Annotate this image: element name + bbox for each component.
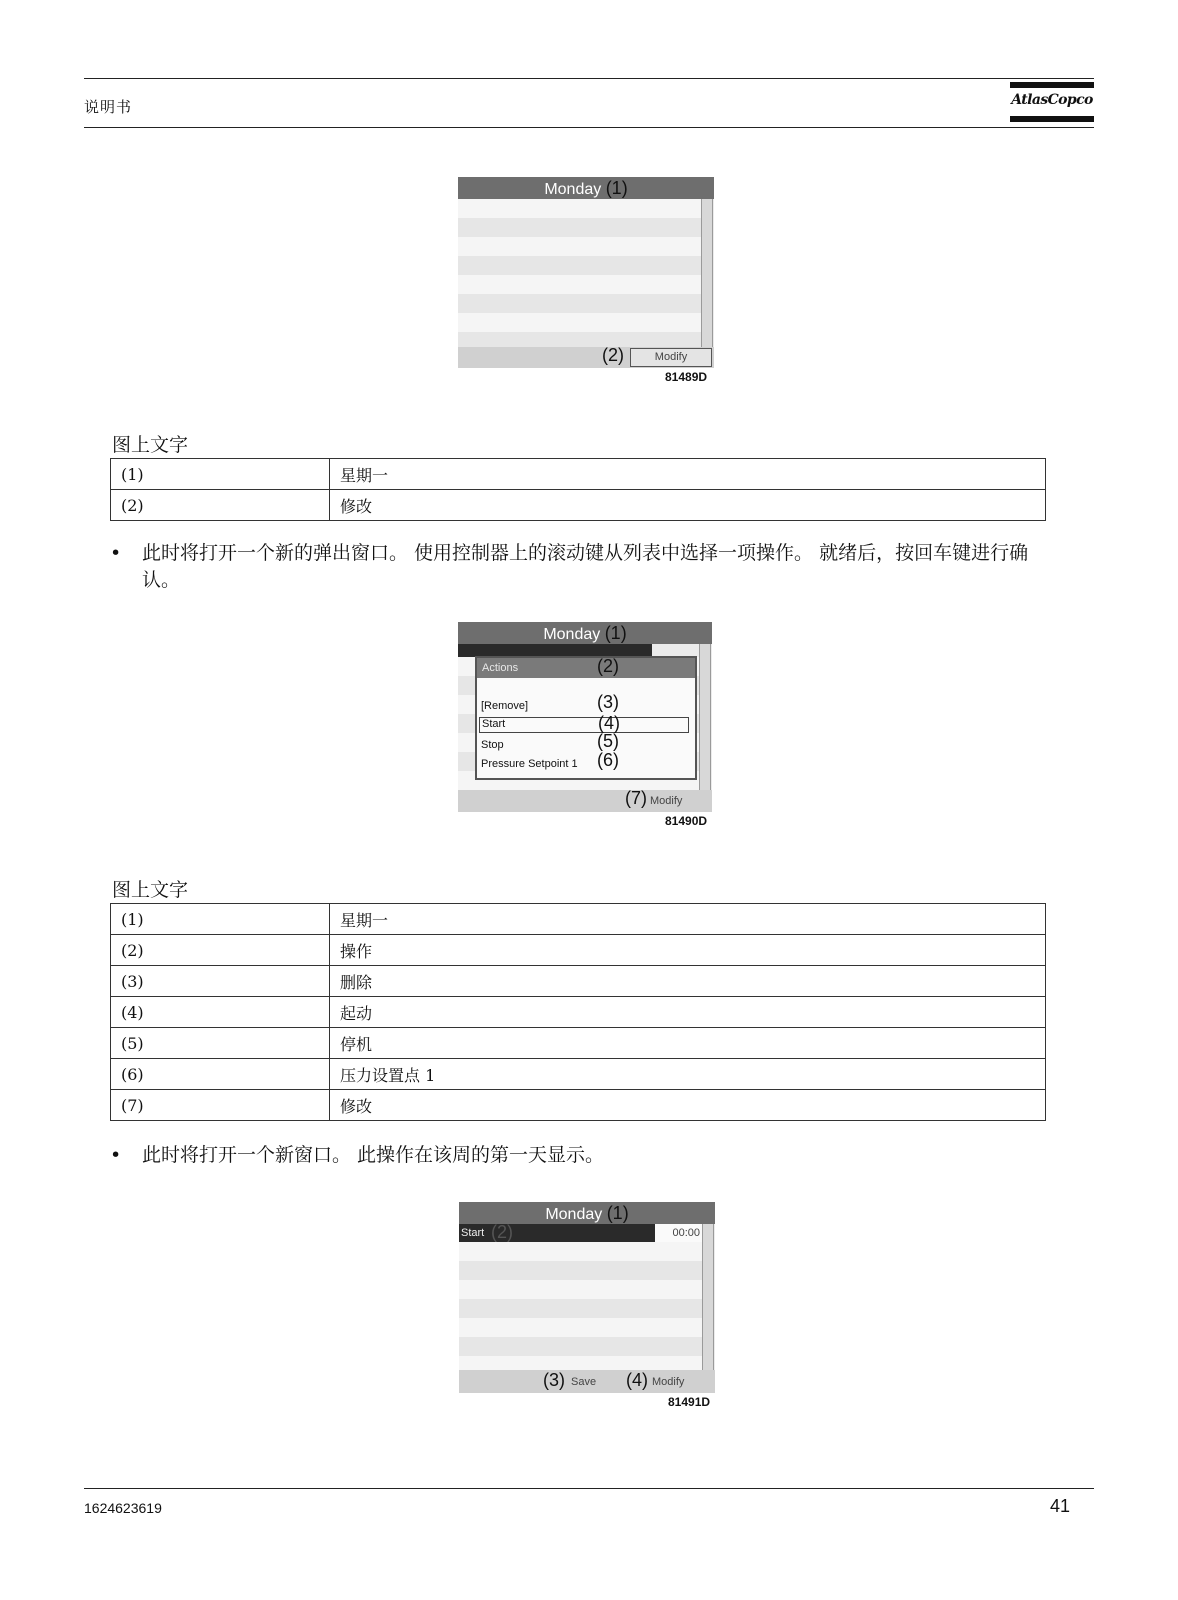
scrollbar[interactable] — [699, 644, 711, 790]
list-item[interactable]: Pressure Setpoint 1 (6) — [481, 750, 619, 770]
save-button[interactable]: Save — [571, 1376, 597, 1388]
screen-footer — [458, 790, 712, 812]
list-item-selected[interactable]: Start (4) — [479, 717, 689, 733]
callout-3: (3) — [543, 1370, 565, 1390]
screen-footer — [459, 1370, 715, 1393]
callout-6: (6) — [597, 750, 619, 770]
table-row: (2) 操作 — [111, 935, 1046, 966]
screen-title-bar: Monday (1) — [458, 622, 712, 644]
list-item[interactable]: [Remove] (3) — [481, 692, 619, 712]
screen-title-bar — [458, 177, 714, 199]
callout-3: (3) — [597, 692, 619, 712]
screen-title-bar: Monday (1) — [459, 1202, 715, 1224]
legend-caption: 图上文字 — [112, 434, 189, 456]
screen-footer — [458, 347, 714, 368]
callout-2: (2) — [602, 345, 624, 365]
scrollbar[interactable] — [702, 1224, 714, 1372]
table-row: (1) 星期一 — [111, 459, 1046, 490]
popup-title: Actions — [482, 662, 519, 674]
document-number: 1624623619 — [84, 1500, 162, 1516]
actions-popup — [475, 656, 697, 780]
callout-1: (1) — [605, 178, 628, 198]
schedule-rows — [458, 199, 701, 351]
callout-2: (2) — [597, 656, 619, 676]
figure-2-screen — [458, 622, 712, 812]
callout-4: (4) — [598, 713, 620, 733]
scrollbar[interactable] — [701, 199, 713, 349]
callout-1: (1) — [604, 623, 627, 643]
figure-id: 81491D — [668, 1395, 711, 1409]
legend-caption: 图上文字 — [112, 879, 189, 901]
page-number: 41 — [1050, 1496, 1071, 1516]
time-value: 00:00 — [655, 1224, 702, 1242]
header-top-rule — [84, 78, 1094, 79]
callout-7: (7) — [625, 788, 647, 808]
callout-5: (5) — [597, 731, 619, 751]
modify-button[interactable]: Modify — [652, 1376, 685, 1388]
list-item[interactable]: Stop (5) — [481, 731, 619, 751]
callout-4: (4) — [626, 1370, 648, 1390]
table-row: (3) 删除 — [111, 966, 1046, 997]
modify-button[interactable]: Modify — [650, 795, 683, 807]
popup-title-bar — [477, 658, 695, 678]
atlas-copco-logo: AtlasCopco — [1010, 82, 1094, 128]
table-row: (7) 修改 — [111, 1090, 1046, 1121]
document-title: 说明书 — [84, 98, 133, 116]
modify-button[interactable]: Modify — [630, 348, 712, 367]
table-row: (5) 停机 — [111, 1028, 1046, 1059]
figure-id: 81489D — [665, 370, 708, 384]
figure-3-screen — [459, 1202, 715, 1393]
legend-table — [110, 458, 1046, 521]
header-bottom-rule — [84, 127, 1094, 128]
table-row: (4) 起动 — [111, 997, 1046, 1028]
callout-2: (2) — [491, 1222, 513, 1242]
screen-title: Monday — [544, 181, 602, 198]
figure-id: 81490D — [665, 814, 708, 828]
legend-table — [110, 903, 1046, 1121]
footer-rule — [84, 1488, 1094, 1489]
selected-row[interactable]: Start (2) — [459, 1224, 655, 1242]
callout-1: (1) — [606, 1203, 629, 1223]
table-row: (2) 修改 — [111, 490, 1046, 521]
table-row: (6) 压力设置点 1 — [111, 1059, 1046, 1090]
figure-1-screen — [458, 177, 714, 368]
table-row: (1) 星期一 — [111, 904, 1046, 935]
